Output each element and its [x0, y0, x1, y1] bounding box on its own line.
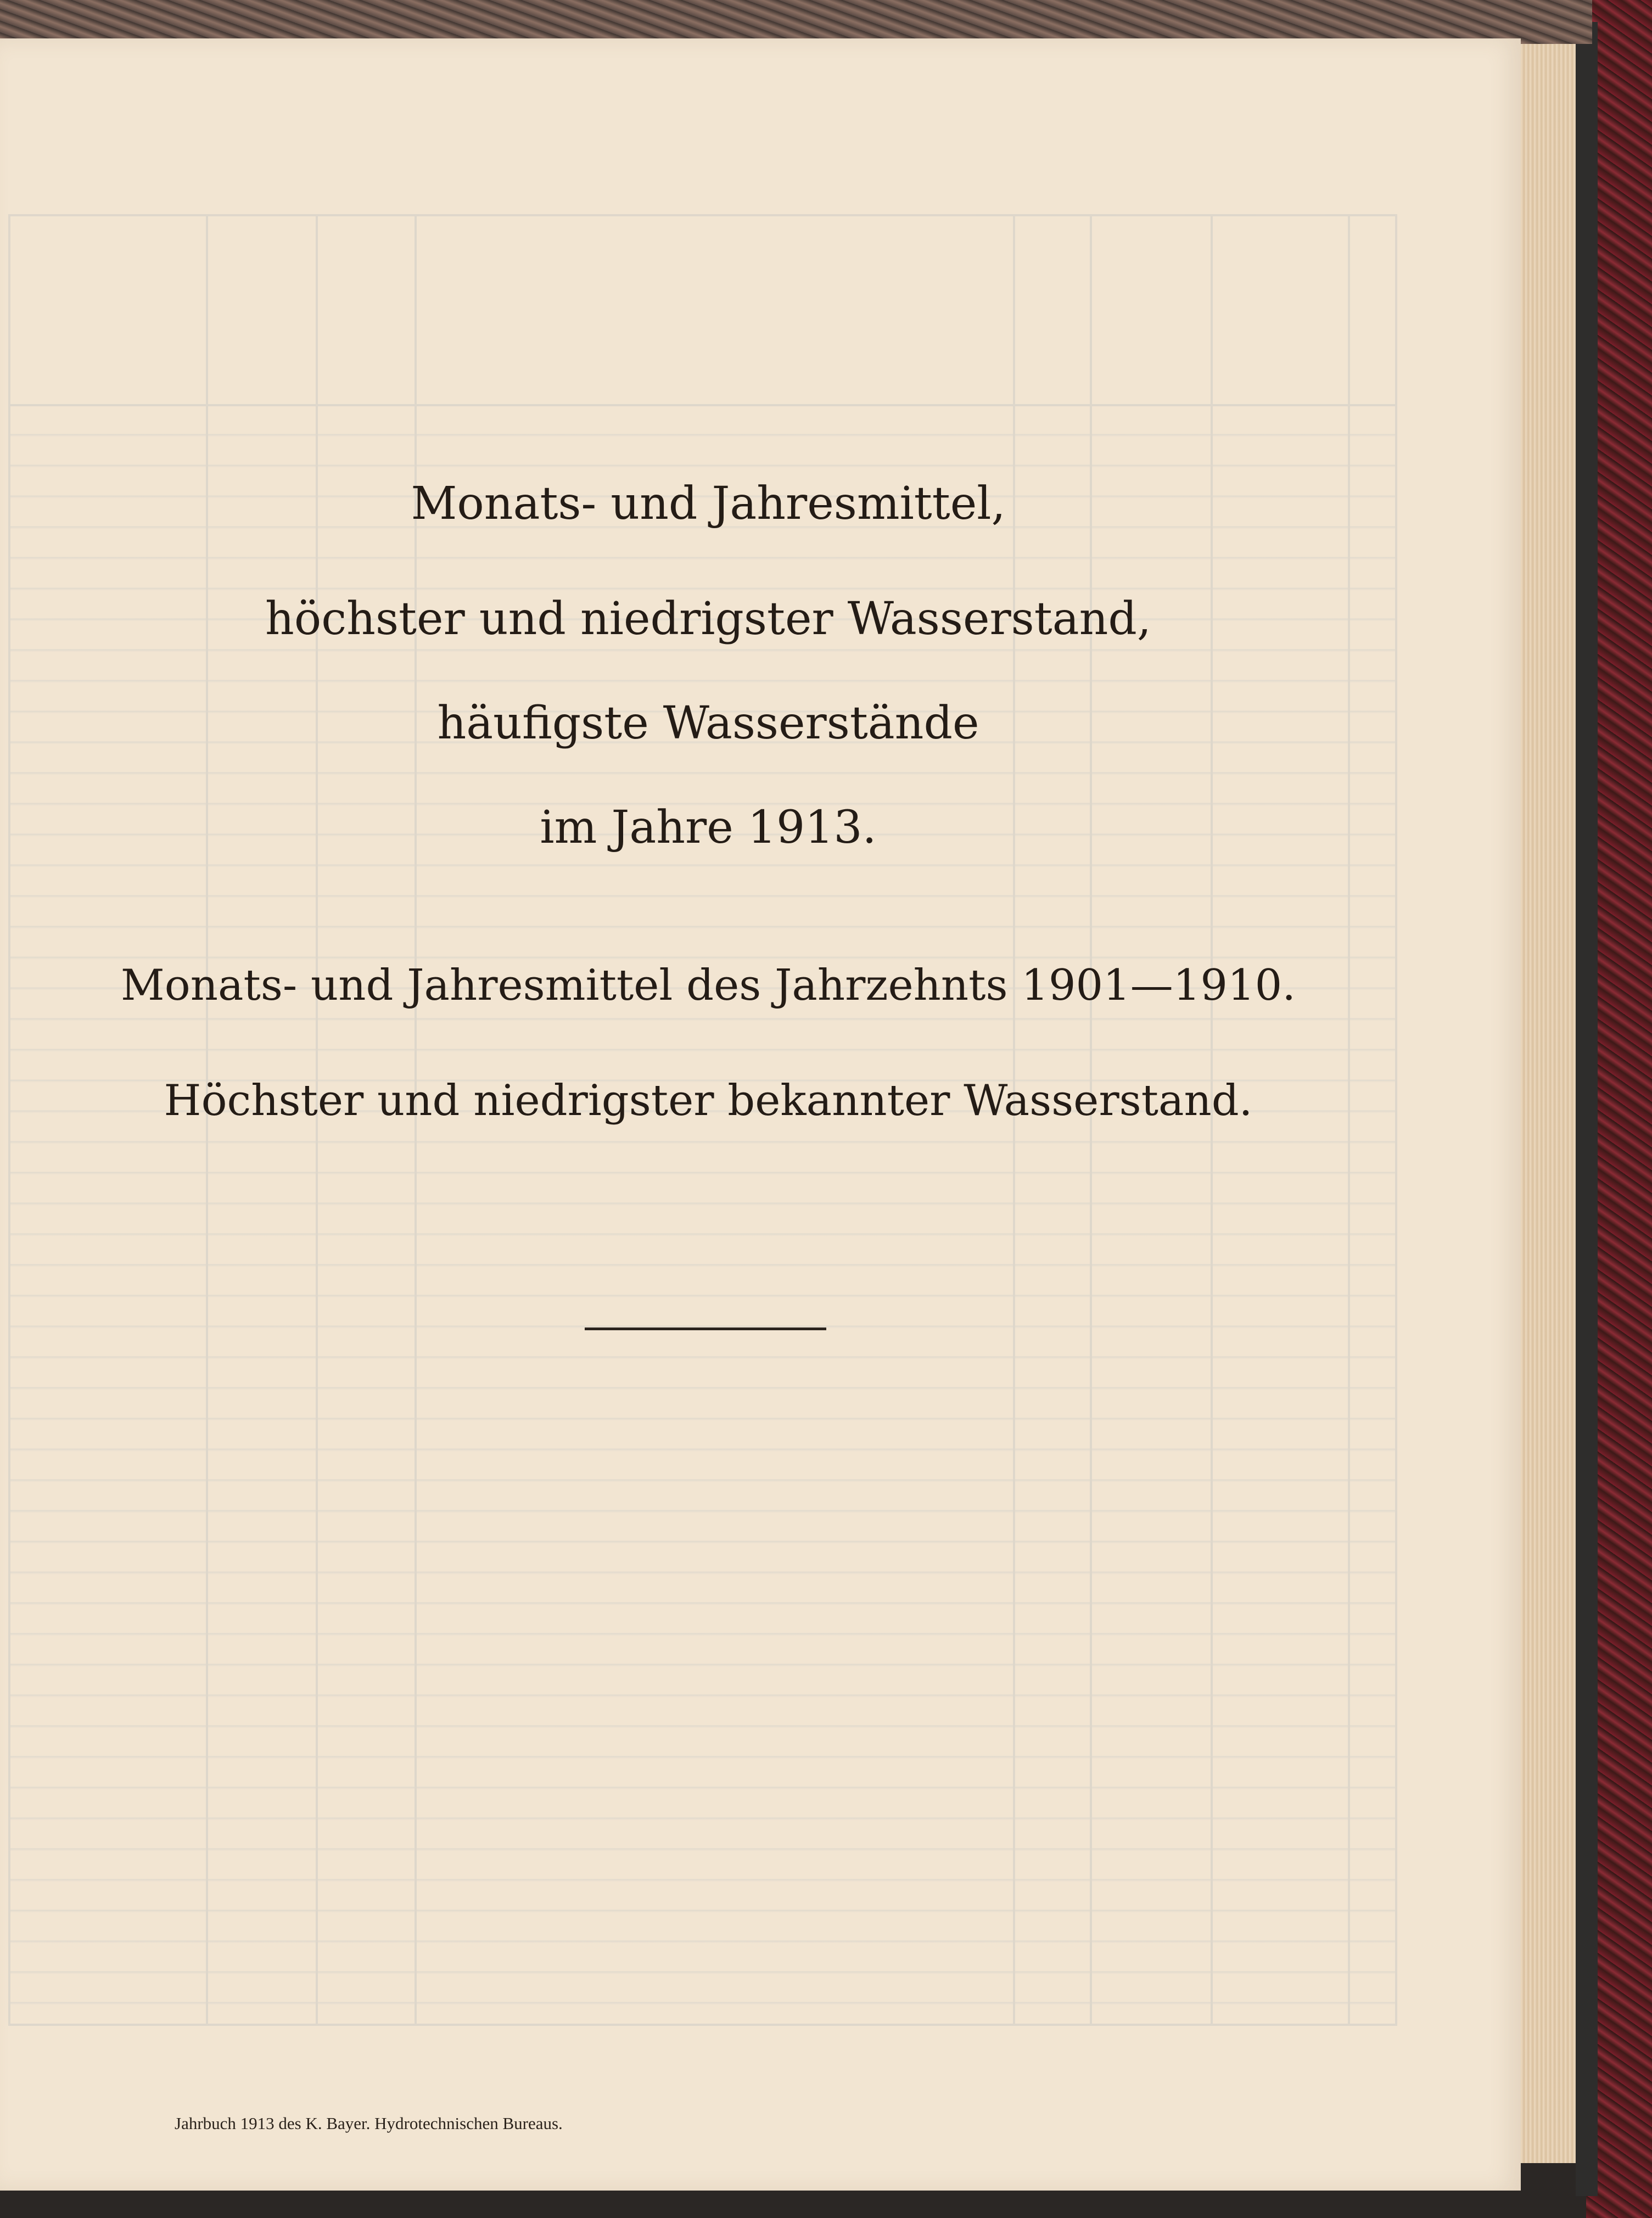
- divider-rule: [585, 1328, 826, 1330]
- book-spine: [1576, 22, 1598, 2196]
- page-footer: Jahrbuch 1913 des K. Bayer. Hydrotechnischen Bureaus.: [175, 2114, 563, 2133]
- document-page: [0, 38, 1521, 2191]
- title-line-2: höchster und niedrigster Wasserstand,: [265, 593, 1151, 645]
- top-page-edge: [0, 0, 1592, 44]
- page-content: [0, 38, 1521, 2191]
- title-line-1: Monats- und Jahresmittel,: [411, 478, 1006, 530]
- title-line-3: häufigste Wasserstände: [437, 697, 979, 749]
- subtitle-line-1: Monats- und Jahresmittel des Jahrzehnts 1901—1910.: [120, 961, 1296, 1010]
- title-line-4: im Jahre 1913.: [540, 802, 877, 854]
- subtitle-line-2: Höchster und niedrigster bekannter Wasserstand.: [164, 1076, 1253, 1125]
